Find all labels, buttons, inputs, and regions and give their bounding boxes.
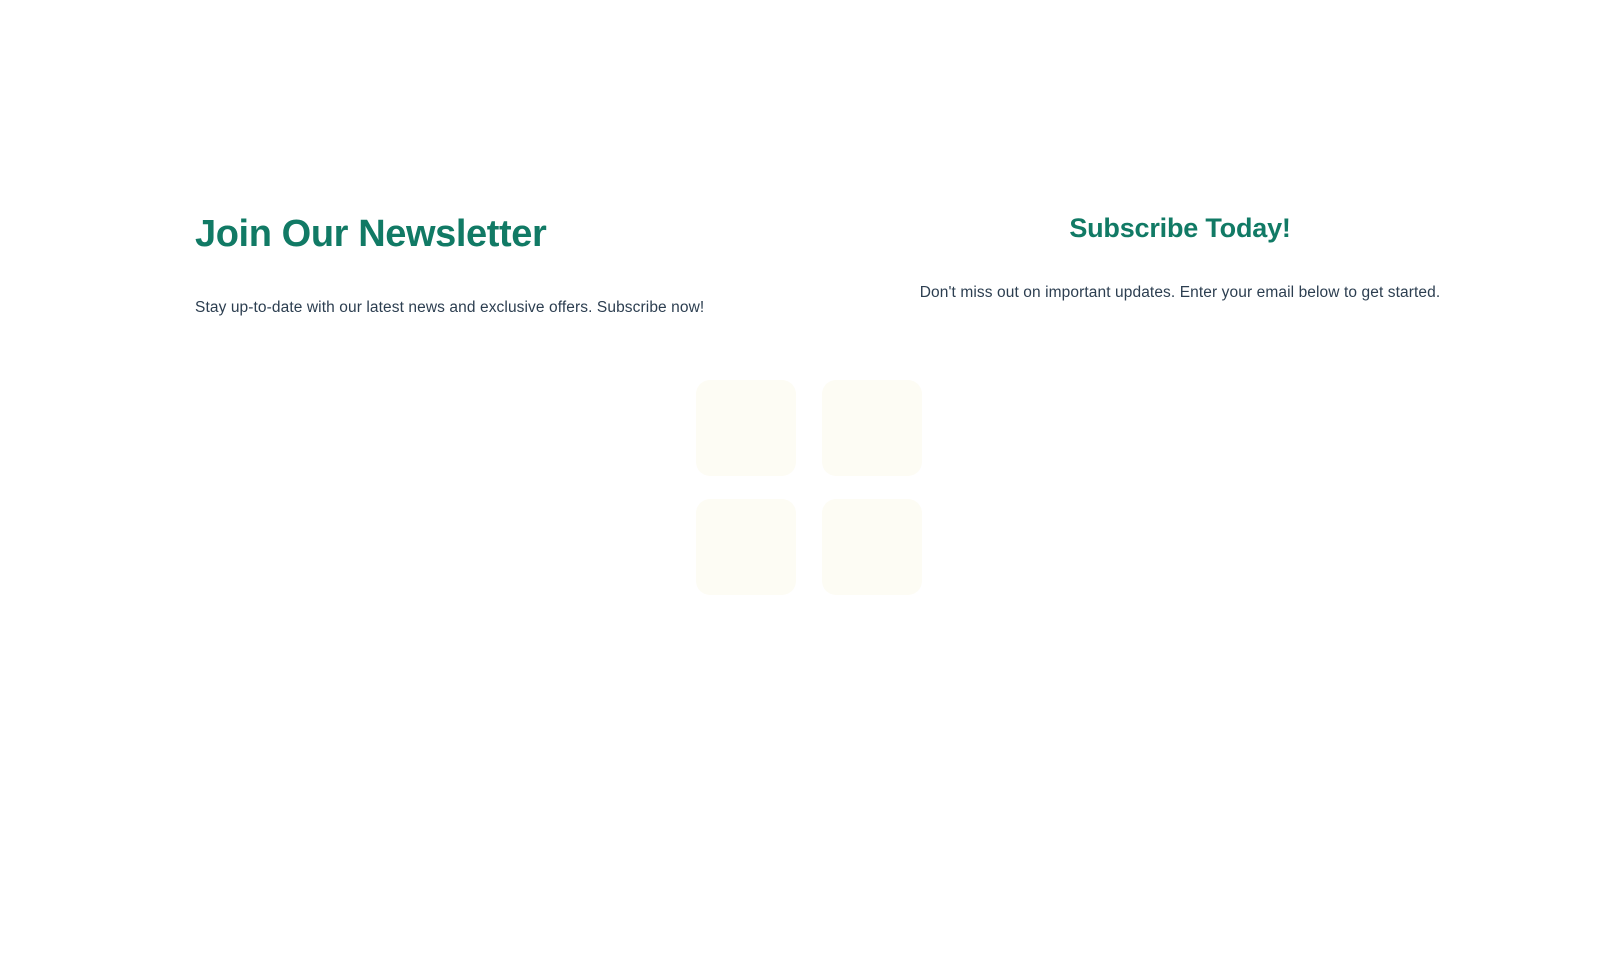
newsletter-right-heading: Subscribe Today! bbox=[1069, 213, 1291, 243]
placeholder-tile bbox=[696, 499, 796, 595]
placeholder-tile bbox=[696, 380, 796, 476]
newsletter-right-panel bbox=[820, 212, 1540, 304]
newsletter-left-description: Stay up-to-date with our latest news and exclusive offers. Subscribe now! bbox=[195, 298, 705, 316]
placeholder-tile bbox=[822, 380, 922, 476]
newsletter-left-panel bbox=[195, 212, 795, 319]
placeholder-tile bbox=[822, 499, 922, 595]
newsletter-left-heading: Join Our Newsletter bbox=[195, 213, 547, 255]
newsletter-right-description: Don't miss out on important updates. Enter your email below to get started. bbox=[919, 283, 1441, 301]
placeholder-tile-grid bbox=[696, 380, 922, 595]
